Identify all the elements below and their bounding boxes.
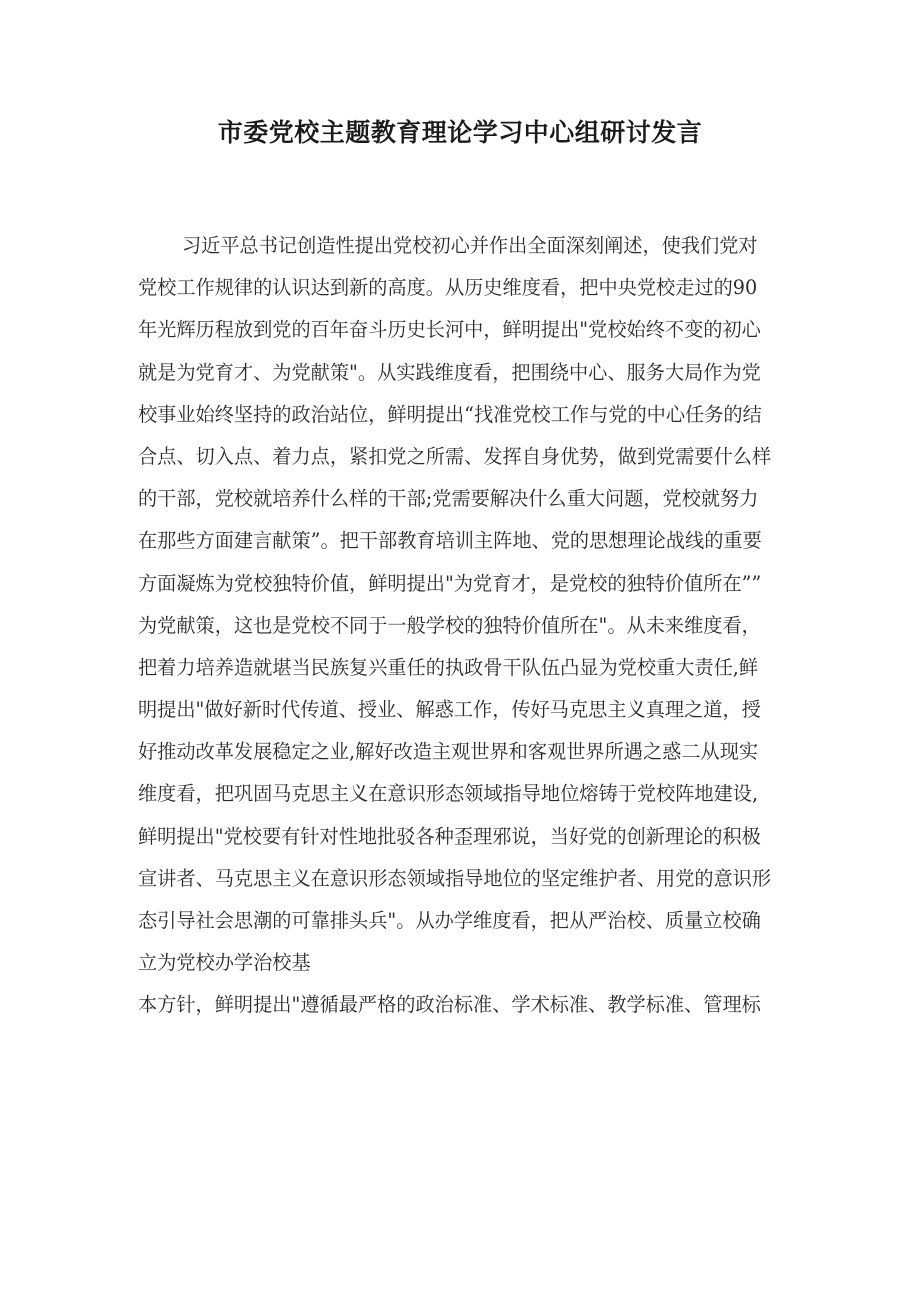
text-line: 本方针，鲜明提出"遵循最严格的政治标准、学术标准、教学标准、管理标: [138, 993, 761, 1017]
document-title: 市委党校主题教育理论学习中心组研讨发言: [217, 118, 703, 147]
text-line: 方面凝炼为党校独特价值，鲜明提出"为党育才，是党校的独特价值所在””: [138, 571, 762, 595]
text-line: 宣讲者、马克思主义在意识形态领域指导地位的坚定维护者、用党的意识形: [138, 866, 772, 890]
text-line: 为党献策，这也是党校不同于一般学校的独特价值所在"。从未来维度看，: [138, 613, 761, 637]
text-line: 把着力培养造就堪当民族复兴重任的执政骨干队伍凸显为党校重大责任,鲜: [138, 655, 759, 679]
text-line: 态引导社会思潮的可靠排头兵"。从办学维度看，把从严治校、质量立校确: [138, 909, 761, 932]
text-line: 明提出"做好新时代传道、授业、解惑工作，传好马克思主义真理之道，授: [138, 698, 761, 722]
text-line: 合点、切入点、着力点，紧扣党之所需、发挥自身优势，做到党需要什么样: [138, 444, 772, 468]
text-line: 的干部，党校就培养什么样的干部;党需要解决什么重大问题，党校就努力: [138, 487, 759, 511]
text-line: 校事业始终坚持的政治站位，鲜明提出“找准党校工作与党的中心任务的结: [138, 402, 762, 426]
text-line: 习近平总书记创造性提出党校初心并作出全面深刻阐述，使我们党对: [182, 234, 758, 257]
text-line: 就是为党育才、为党献策"。从实践维度看，把围绕中心、服务大局作为党: [138, 360, 761, 384]
text-line: 鲜明提出"党校要有针对性地批驳各种歪理邪说，当好党的创新理论的积极: [138, 824, 761, 848]
document-body: [138, 225, 798, 1027]
text-line: 在那些方面建言献策”。把干部教育培训主阵地、党的思想理论战线的重要: [138, 529, 762, 553]
text-line: 年光辉历程放到党的百年奋斗历史长河中，鲜明提出"党校始终不变的初心: [138, 318, 761, 342]
text-line: 立为党校办学治校基: [138, 951, 311, 975]
text-line: 党校工作规律的认识达到新的高度。从历史维度看，把中央党校走过的90: [138, 276, 758, 300]
text-line: 维度看，把巩固马克思主义在意识形态领域指导地位熔铸于党校阵地建设,: [138, 782, 759, 806]
text-line: 好推动改革发展稳定之业,解好改造主观世界和客观世界所遇之惑二从现实: [138, 740, 759, 764]
